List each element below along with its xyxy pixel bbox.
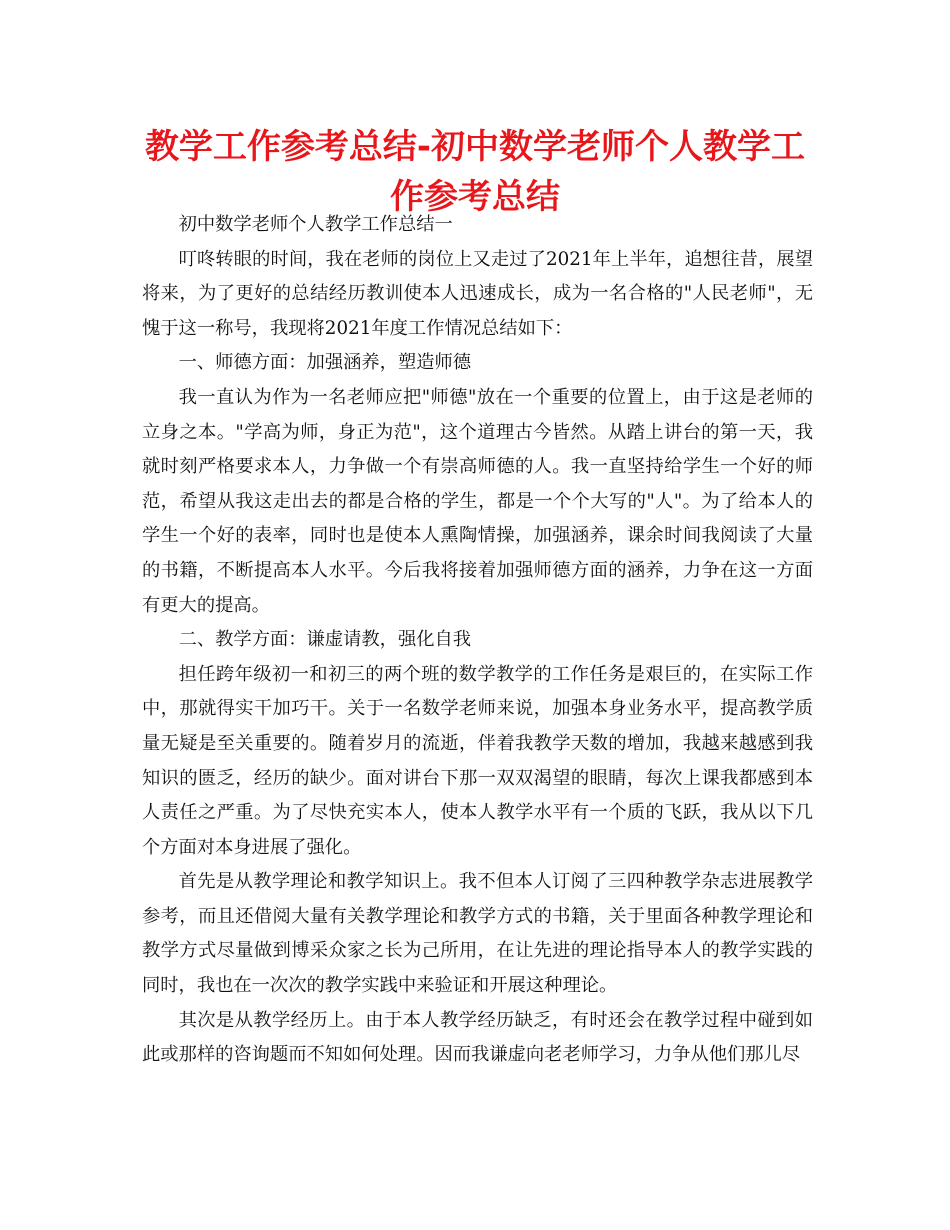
body-paragraph: 叮咚转眼的时间，我在老师的岗位上又走过了2021年上半年，追想往昔，展望将来，为了更好的总结经历教训使本人迅速成长，成为一名合格的"人民老师"，无愧于这一称号，我现将2021年度工作情况总结如下： — [142, 248, 813, 339]
body-paragraph: 我一直认为作为一名老师应把"师德"放在一个重要的位置上，由于这是老师的立身之本。"学高为师，身正为范"，这个道理古今皆然。从踏上讲台的第一天，我就时刻严格要求本人，力争做一个有崇高师德的人。我一直坚持给学生一个好的师范，希望从我这走出去的都是合格的学生，都是一个个大写的"人"。为了给本人的学生一个好的表率，同时也是使本人熏陶情操，加强涵养，课余时间我阅读了大量的书籍，不断提高本人水平。今后我将接着加强师德方面的涵养，力争在这一方面有更大的提高。 — [142, 386, 813, 616]
body-paragraph: 首先是从教学理论和教学知识上。我不但本人订阅了三四种教学杂志进展教学参考，而且还借阅大量有关教学理论和教学方式的书籍，关于里面各种教学理论和教学方式尽量做到博采众家之长为己所用，在让先进的理论指导本人的教学实践的同时，我也在一次次的教学实践中来验证和开展这种理论。 — [142, 871, 813, 997]
section-heading: 二、教学方面：谦虚请教，强化自我 — [178, 629, 472, 651]
page-title: 教学工作参考总结-初中数学老师个人教学工作参考总结 — [144, 127, 806, 217]
body-paragraph: 其次是从教学经历上。由于本人教学经历缺乏，有时还会在教学过程中碰到如此或那样的咨询题而不知如何处理。因而我谦虚向老老师学习，力争从他们那儿尽 — [142, 1009, 813, 1066]
subtitle-paragraph: 初中数学老师个人教学工作总结一 — [178, 214, 453, 235]
section-heading: 一、师德方面：加强涵养，塑造师德 — [178, 352, 472, 374]
body-paragraph: 担任跨年级初一和初三的两个班的数学教学的工作任务是艰巨的，在实际工作中，那就得实干加巧干。关于一名数学老师来说，加强本身业务水平，提高教学质量无疑是至关重要的。随着岁月的流逝，伴着我教学天数的增加，我越来越感到我知识的匮乏，经历的缺少。面对讲台下那一双双渴望的眼睛，每次上课我都感到本人责任之严重。为了尽快充实本人，使本人教学水平有一个质的飞跃，我从以下几个方面对本身进展了强化。 — [142, 663, 813, 858]
document-body — [142, 208, 813, 1073]
